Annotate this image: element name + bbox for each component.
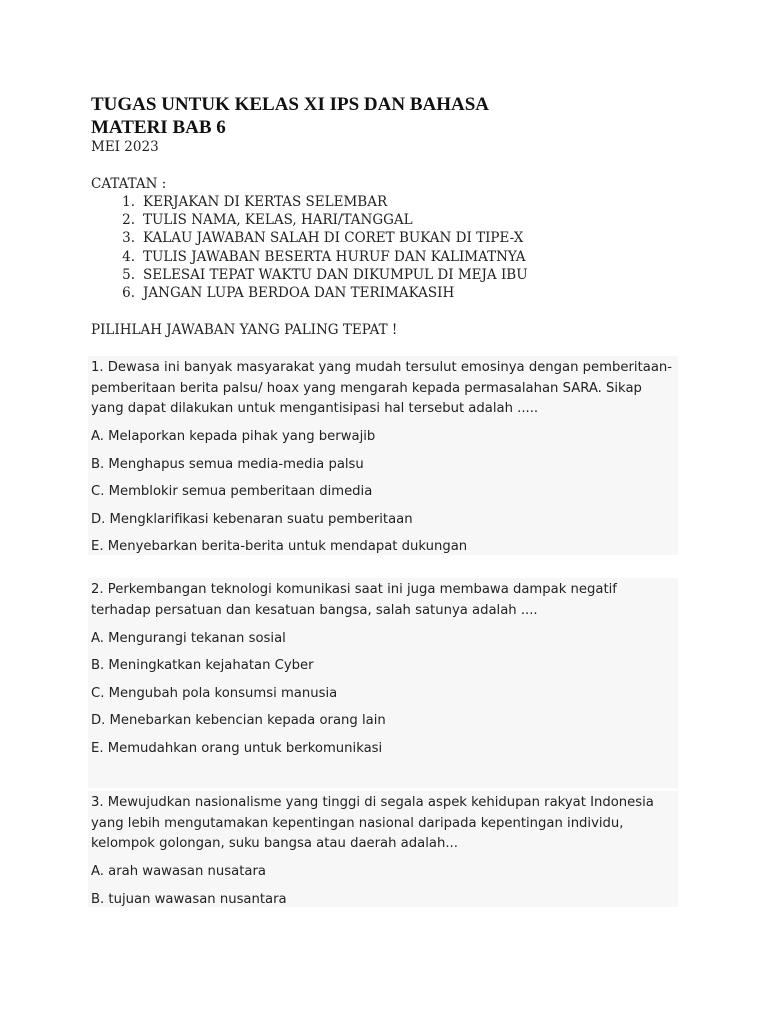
note-text: TULIS NAMA, KELAS, HARI/TANGGAL (143, 212, 413, 229)
question-block-3 (88, 791, 678, 907)
answer-option-c: C. Memblokir semua pemberitaan dimedia (91, 484, 373, 500)
answer-option-a: A. arah wawasan nusatara (91, 864, 266, 880)
note-number: 6. (122, 284, 135, 301)
note-item (91, 193, 528, 211)
answer-option-e: E. Menyebarkan berita-berita untuk mendapat dukungan (91, 539, 468, 555)
answer-option-d: D. Menebarkan kebencian kepada orang lain (91, 713, 386, 729)
note-text: JANGAN LUPA BERDOA DAN TERIMAKASIH (143, 284, 455, 301)
document-title: TUGAS UNTUK KELAS XI IPS DAN BAHASA (91, 94, 490, 115)
note-number: 4. (122, 248, 135, 265)
answer-option-a: A. Melaporkan kepada pihak yang berwajib (91, 429, 376, 445)
note-item (91, 248, 528, 266)
question-text: 2. Perkembangan teknologi komunikasi saat ini juga membawa dampak negatif terhadap persatuan dan kesatuan bangsa, salah satunya adalah .... (91, 582, 617, 618)
note-number: 5. (122, 266, 135, 283)
note-number: 1. (122, 194, 135, 210)
notes-list (91, 193, 528, 302)
document-date: MEI 2023 (91, 139, 159, 155)
note-number: 2. (122, 212, 135, 229)
answer-option-a: A. Mengurangi tekanan sosial (91, 630, 286, 646)
note-item (91, 284, 528, 302)
note-text: TULIS JAWABAN BESERTA HURUF DAN KALIMATNYA (143, 248, 526, 265)
note-item (91, 266, 528, 284)
answer-option-d: D. Mengklarifikasi kebenaran suatu pemberitaan (91, 511, 413, 527)
answer-option-e: E. Memudahkan orang untuk berkomunikasi (91, 740, 383, 756)
instruction-text: PILIHLAH JAWABAN YANG PALING TEPAT ! (91, 322, 398, 338)
note-item (91, 211, 528, 229)
answer-option-b: B. Meningkatkan kejahatan Cyber (91, 658, 314, 674)
question-block-1 (88, 356, 678, 555)
question-text: 3. Mewujudkan nasionalisme yang tinggi di segala aspek kehidupan rakyat Indonesia yang lebih mengutamakan kepentingan nasional daripada kepentingan individu, kelompok golongan, suku bangsa atau daerah adalah... (91, 795, 654, 851)
question-text: 1. Dewasa ini banyak masyarakat yang mudah tersulut emosinya dengan pemberitaan-pemberitaan berita palsu/ hoax yang mengarah kepada permasalahan SARA. Sikap yang dapat dilakukan untuk mengantisipasi hal tersebut adalah ..... (91, 360, 673, 416)
note-item (91, 229, 528, 247)
notes-heading: CATATAN : (91, 176, 167, 192)
question-block-2 (88, 578, 678, 788)
note-text: SELESAI TEPAT WAKTU DAN DIKUMPUL DI MEJA IBU (143, 266, 528, 283)
answer-option-b: B. tujuan wawasan nusantara (91, 891, 287, 907)
answer-option-c: C. Mengubah pola konsumsi manusia (91, 685, 338, 701)
note-text: KALAU JAWABAN SALAH DI CORET BUKAN DI TIPE-X (143, 230, 524, 247)
answer-option-b: B. Menghapus semua media-media palsu (91, 456, 364, 472)
document-subtitle: MATERI BAB 6 (91, 117, 226, 138)
note-number: 3. (122, 230, 135, 247)
note-text: KERJAKAN DI KERTAS SELEMBAR (143, 194, 388, 210)
